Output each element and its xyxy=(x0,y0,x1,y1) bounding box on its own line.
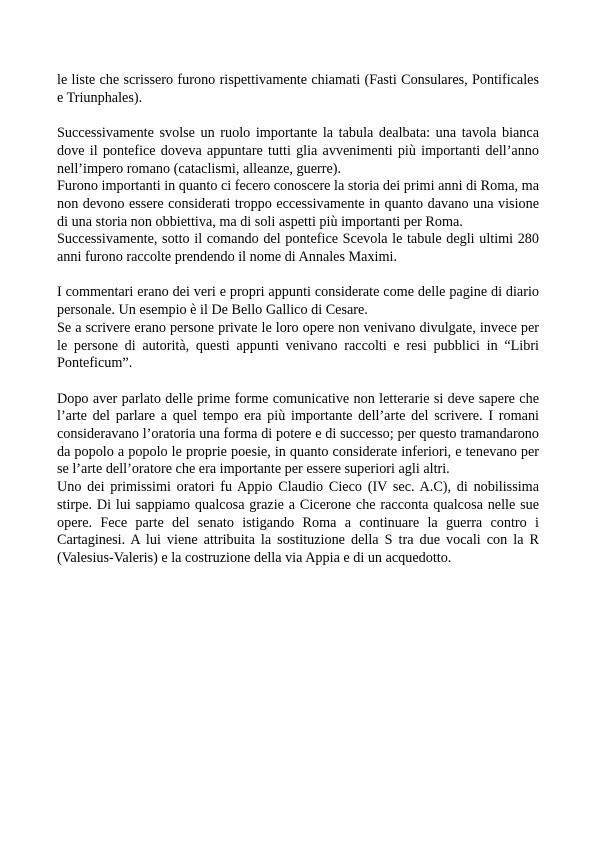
paragraph-importanza: Furono importanti in quanto ci fecero conoscere la storia dei primi anni di Roma, ma non devono essere considerati troppo eccessivamente in quanto davano una visione di una storia non obbiettiva, ma di soli aspetti più importanti per Roma. xyxy=(57,178,539,230)
paragraph-libri-ponteficum: Se a scrivere erano persone private le loro opere non venivano divulgate, invece per le persone di autorità, questi appunti venivano raccolti e resi pubblici in “Libri Ponteficum”. xyxy=(57,319,539,372)
paragraph-fasti: le liste che scrissero furono rispettivamente chiamati (Fasti Consulares, Pontificales e Triunphales). xyxy=(57,72,539,106)
paragraph-oratoria: Dopo aver parlato delle prime forme comunicative non letterarie si deve sapere che l’arte del parlare a quel tempo era più importante dell’arte del scrivere. I romani consideravano l’oratoria una forma di potere e di successo; per questo tramandarono da popolo a popolo le proprie poesie, in quanto considerate inferiori, e tenevano per se l’arte dell’oratore che era importante per essere superiori agli altri. xyxy=(57,390,539,478)
paragraph-commentari: I commentari erano dei veri e propri appunti considerate come delle pagine di diario personale. Un esempio è il De Bello Gallico di Cesare. xyxy=(57,284,539,319)
paragraph-annales-maximi: Successivamente, sotto il comando del pontefice Scevola le tabule degli ultimi 280 anni furono raccolte prendendo il nome di Annales Maximi. xyxy=(57,231,539,266)
paragraph-appio-claudio: Uno dei primissimi oratori fu Appio Claudio Cieco (IV sec. A.C), di nobilissima stirpe. Di lui sappiamo qualcosa grazie a Cicerone che racconta qualcosa nelle sue opere. Fece parte del senato istigando Roma a continuare la guerra contro i Cartaginesi. A lui viene attribuita la sostituzione della S tra due vocali con la R (Valesius-Valeris) e la costruzione della via Appia e di un acquedotto. xyxy=(57,479,539,566)
document-page xyxy=(57,72,539,568)
paragraph-tabula-dealbata: Successivamente svolse un ruolo importante la tabula dealbata: una tavola bianca dove il pontefice doveva appuntare tutti glia avvenimenti più importanti dell’anno nell’impero romano (cataclismi, alleanze, guerre). xyxy=(57,125,539,177)
